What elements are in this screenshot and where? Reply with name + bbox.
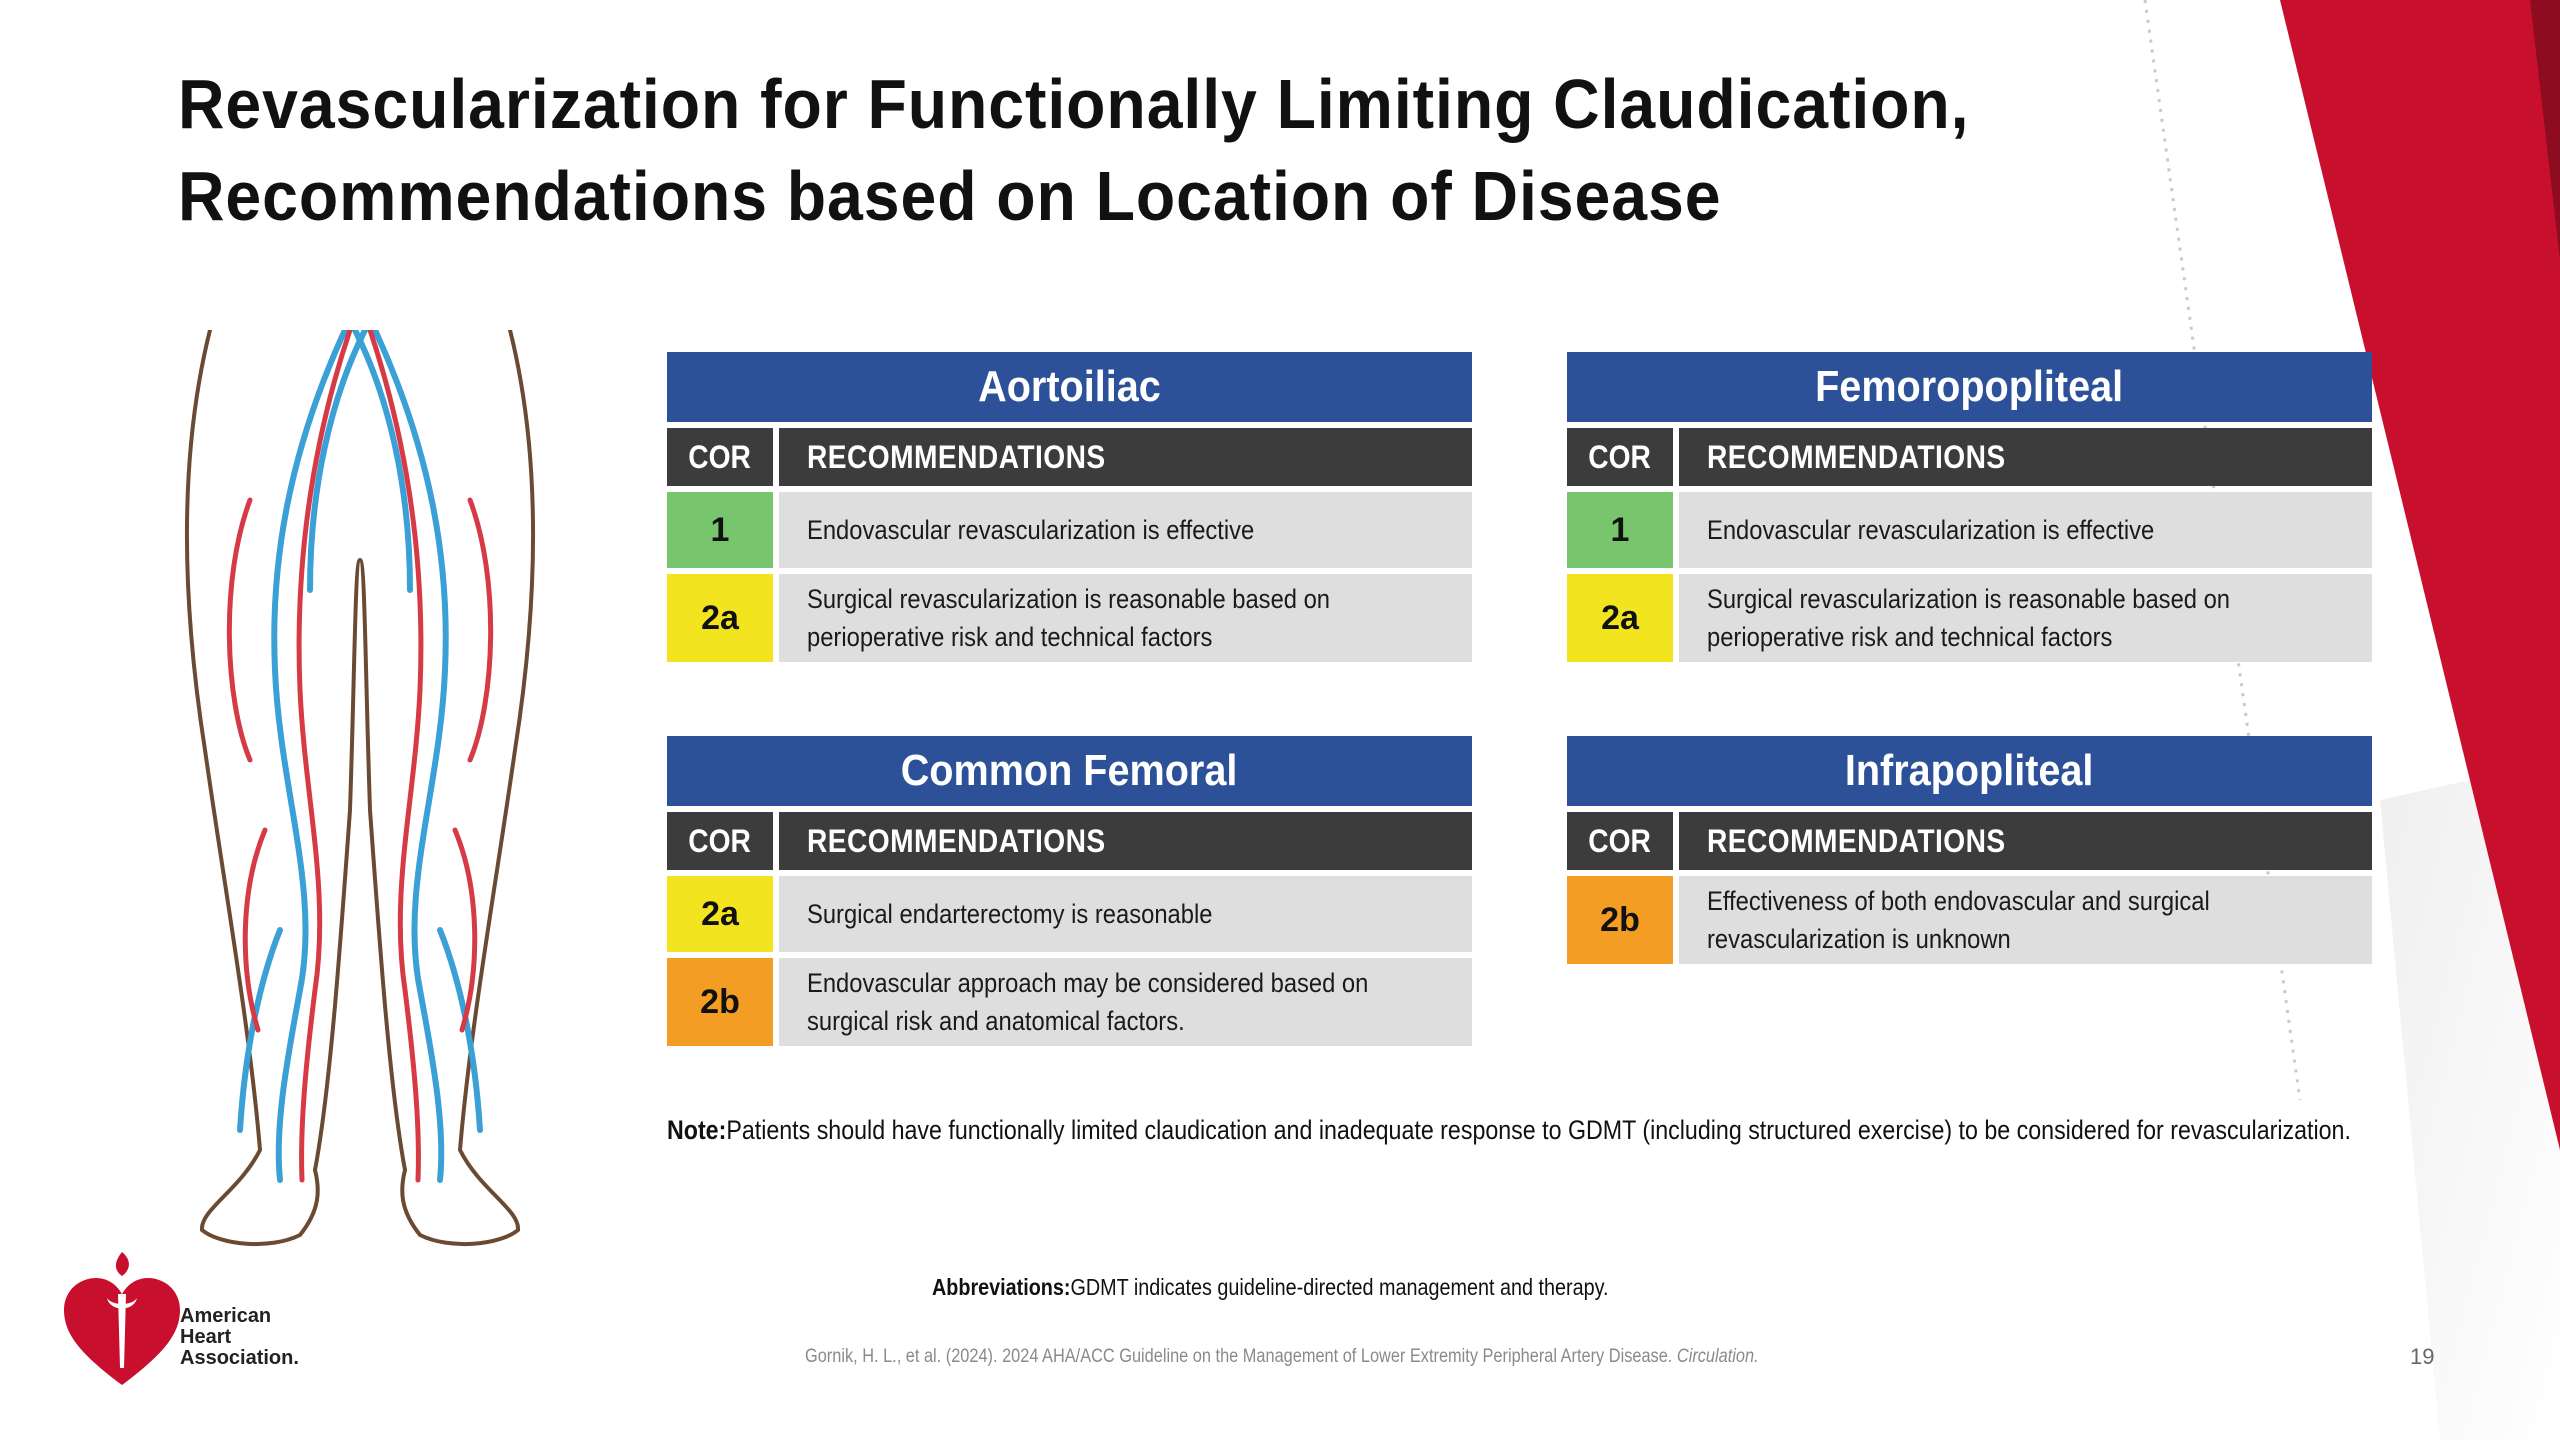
panel-header: [667, 352, 1472, 422]
recommendation-text: [1679, 876, 2372, 964]
citation-journal: Circulation.: [1676, 1346, 1759, 1367]
recommendations-column-header: [1679, 428, 2372, 486]
recommendations-column-header: [779, 428, 1472, 486]
cor-badge: 2a: [667, 574, 773, 662]
recommendation-text: [779, 876, 1472, 952]
legs-vascular-illustration: [180, 330, 540, 1260]
panel-header: [1567, 352, 2372, 422]
panel-femoropopliteal: [1567, 352, 2372, 662]
decorative-red-band: [2140, 0, 2560, 1440]
recommendation-row: [667, 958, 1472, 1046]
recommendation-text: [1679, 492, 2372, 568]
recommendation-text-label: Effectiveness of both endovascular and surgical revascularization is unknown: [1707, 886, 2210, 954]
recommendations-header-label: RECOMMENDATIONS: [807, 822, 1106, 859]
recommendations-header-label: RECOMMENDATIONS: [1707, 822, 2006, 859]
panel-title: Infrapopliteal: [1845, 746, 2094, 795]
cor-header-label: COR: [1588, 822, 1652, 859]
recommendation-row: [667, 876, 1472, 952]
cor-badge: 2b: [1567, 876, 1673, 964]
column-header-row: [1567, 812, 2372, 870]
column-header-row: [667, 812, 1472, 870]
title-line-1: Revascularization for Functionally Limiting Claudication,: [178, 65, 1970, 143]
recommendation-text: [779, 492, 1472, 568]
recommendations-header-label: RECOMMENDATIONS: [807, 438, 1106, 475]
citation: [805, 1346, 1837, 1368]
cor-badge: 1: [1567, 492, 1673, 568]
cor-column-header: [1567, 812, 1673, 870]
recommendation-text: [779, 958, 1472, 1046]
panel-aortoiliac: [667, 352, 1472, 662]
logo-line-2: Heart: [180, 1326, 232, 1348]
note-label: Note:: [667, 1115, 727, 1145]
cor-badge: 2a: [1567, 574, 1673, 662]
cor-badge: 2b: [667, 958, 773, 1046]
recommendation-text: [779, 574, 1472, 662]
logo-text: [180, 1306, 299, 1369]
recommendation-text-label: Endovascular approach may be considered based on surgical risk and anatomical factors.: [807, 968, 1369, 1036]
cor-column-header: [667, 812, 773, 870]
note: [667, 1115, 2351, 1146]
recommendations-column-header: [1679, 812, 2372, 870]
abbreviations: [932, 1274, 1792, 1301]
panel-header: [667, 736, 1472, 806]
page-number: 19: [2410, 1344, 2435, 1369]
panel-title: Common Femoral: [901, 746, 1238, 795]
abbreviations-text: GDMT indicates guideline-directed management and therapy.: [1070, 1274, 1609, 1300]
recommendation-text: [1679, 574, 2372, 662]
panel-title: Aortoiliac: [978, 362, 1161, 411]
cor-badge: 1: [667, 492, 773, 568]
panel-title: Femoropopliteal: [1815, 362, 2124, 411]
page-title: [178, 58, 1970, 242]
recommendation-row: [1567, 876, 2372, 964]
abbreviations-label: Abbreviations:: [932, 1274, 1071, 1300]
cor-header-label: COR: [688, 438, 752, 475]
citation-text: Gornik, H. L., et al. (2024). 2024 AHA/ACC Guideline on the Management of Lower Extremity Peripheral Artery Disease.: [805, 1346, 1677, 1367]
logo-line-3: Association.: [180, 1347, 299, 1369]
cor-badge: 2a: [667, 876, 773, 952]
recommendation-text-label: Surgical revascularization is reasonable based on perioperative risk and technical factors: [807, 584, 1331, 652]
recommendations-column-header: [779, 812, 1472, 870]
logo-line-1: American: [180, 1305, 272, 1327]
recommendation-row: [1567, 492, 2372, 568]
cor-column-header: [667, 428, 773, 486]
recommendation-row: [667, 574, 1472, 662]
cor-column-header: [1567, 428, 1673, 486]
cor-header-label: COR: [1588, 438, 1652, 475]
recommendations-header-label: RECOMMENDATIONS: [1707, 438, 2006, 475]
recommendation-text-label: Endovascular revascularization is effective: [807, 515, 1255, 545]
recommendation-text-label: Endovascular revascularization is effective: [1707, 515, 2155, 545]
title-line-2: Recommendations based on Location of Disease: [178, 157, 1722, 235]
recommendation-text-label: Surgical endarterectomy is reasonable: [807, 899, 1213, 929]
note-text: Patients should have functionally limited claudication and inadequate response to GDMT (including structured exercise) to be considered for revascularization.: [726, 1115, 2351, 1145]
cor-header-label: COR: [688, 822, 752, 859]
recommendation-row: [1567, 574, 2372, 662]
recommendation-text-label: Surgical revascularization is reasonable based on perioperative risk and technical factors: [1707, 584, 2231, 652]
recommendation-row: [667, 492, 1472, 568]
panel-header: [1567, 736, 2372, 806]
panel-common-femoral: [667, 736, 1472, 1046]
column-header-row: [1567, 428, 2372, 486]
panel-infrapopliteal: [1567, 736, 2372, 964]
column-header-row: [667, 428, 1472, 486]
